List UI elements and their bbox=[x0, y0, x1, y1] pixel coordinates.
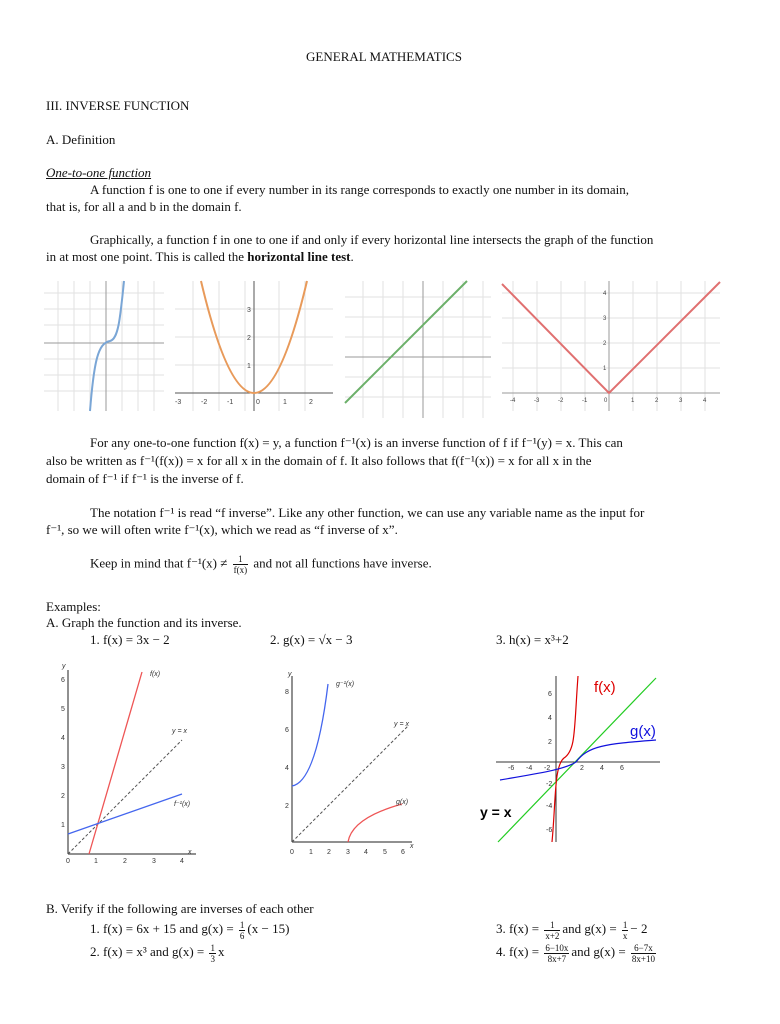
keep-text-post: and not all functions have inverse. bbox=[253, 555, 432, 571]
subsection-heading: A. Definition bbox=[46, 132, 116, 147]
g4-tick-x: 2 bbox=[655, 398, 659, 404]
section-heading: III. INVERSE FUNCTION bbox=[46, 98, 190, 113]
fraction-numerator: 1 bbox=[210, 942, 215, 953]
g1-tick-y: 5 bbox=[61, 706, 65, 713]
g1-tick-y: 4 bbox=[61, 735, 65, 742]
g4-tick-x: 4 bbox=[703, 398, 707, 404]
g1-f-label: f(x) bbox=[150, 671, 161, 678]
verify-1-fraction bbox=[239, 920, 246, 941]
definition-line-2: that is, for all a and b in the domain f. bbox=[46, 199, 242, 214]
fraction-denominator: f(x) bbox=[233, 565, 248, 575]
g3-tick-y: -4 bbox=[546, 803, 553, 810]
g4-tick-y: 3 bbox=[603, 316, 607, 322]
verify-4-fraction-2 bbox=[631, 943, 656, 964]
g3-tick-y: 6 bbox=[548, 691, 552, 698]
g3-tick-x: -4 bbox=[526, 765, 533, 772]
graphical-period: . bbox=[350, 249, 354, 264]
g1-y-label: y bbox=[62, 663, 66, 670]
examples-b-heading: B. Verify if the following are inverses of each other bbox=[46, 901, 314, 916]
g2-tick-x: -2 bbox=[201, 399, 208, 406]
g2-tick-y: 1 bbox=[247, 363, 251, 370]
verify-item-3 bbox=[496, 918, 648, 941]
verify-3-mid: and g(x) = bbox=[562, 921, 620, 936]
notation-line-2: f⁻¹, so we will often write f⁻¹(x), which we read as “f inverse of x”. bbox=[46, 522, 398, 537]
verify-4-fraction-1 bbox=[544, 943, 569, 964]
inverse-line-1: For any one-to-one function f(x) = y, a function f⁻¹(x) is an inverse function of f if f⁻¹(y) = x. This can bbox=[90, 435, 623, 450]
verify-2-text: 2. f(x) = x³ and g(x) = bbox=[90, 944, 208, 959]
keep-text: Keep in mind that f⁻¹(x) ≠ bbox=[90, 555, 228, 571]
graph-example-2 bbox=[280, 668, 420, 862]
keep-in-mind-line bbox=[46, 554, 780, 575]
g2-tick-y: 8 bbox=[285, 689, 289, 696]
graph-parabola bbox=[175, 281, 333, 411]
g2-tick-x: 0 bbox=[256, 399, 260, 406]
g4-tick-y: 1 bbox=[603, 366, 607, 372]
g3-g-label: g(x) bbox=[630, 723, 656, 740]
g2-tick-y: 2 bbox=[285, 803, 289, 810]
fraction-numerator: 6−10x bbox=[545, 942, 569, 953]
reciprocal-fraction bbox=[233, 554, 249, 575]
g2-tick-y: 6 bbox=[285, 727, 289, 734]
g2-ginv-label: g⁻¹(x) bbox=[336, 681, 355, 688]
graph-example-1 bbox=[56, 660, 206, 866]
verify-2-fraction bbox=[209, 943, 216, 964]
page-title: GENERAL MATHEMATICS bbox=[306, 49, 462, 64]
graph-example-3 bbox=[480, 670, 664, 848]
example-item-1: 1. f(x) = 3x − 2 bbox=[90, 632, 170, 647]
verify-item-1 bbox=[90, 918, 289, 941]
examples-heading: Examples: bbox=[46, 599, 101, 614]
g2-tick-y: 2 bbox=[247, 335, 251, 342]
g3-tick-y: 2 bbox=[548, 739, 552, 746]
g1-identity-label: y = x bbox=[172, 728, 187, 735]
g1-tick-x: 2 bbox=[123, 858, 127, 865]
verify-4-mid: and g(x) = bbox=[571, 944, 629, 959]
fraction-denominator: x+2 bbox=[545, 930, 560, 941]
g1-tick-y: 3 bbox=[61, 764, 65, 771]
g1-tick-x: 1 bbox=[94, 858, 98, 865]
g3-tick-y: -2 bbox=[546, 781, 553, 788]
verify-item-4 bbox=[496, 941, 658, 964]
examples-a-heading: A. Graph the function and its inverse. bbox=[46, 615, 242, 630]
graph-absolute-value bbox=[502, 281, 720, 411]
definition-line-1: A function f is one to one if every number in its range corresponds to exactly one number in its domain, bbox=[90, 182, 630, 197]
verify-3-post: − 2 bbox=[630, 921, 648, 936]
g3-tick-x: 4 bbox=[600, 765, 604, 772]
g1-tick-y: 1 bbox=[61, 822, 65, 829]
g2-x-label: x bbox=[410, 843, 414, 850]
g2-tick-x: 3 bbox=[346, 849, 350, 856]
g3-f-label: f(x) bbox=[594, 679, 616, 696]
g2-tick-x: -3 bbox=[175, 399, 182, 406]
fraction-numerator: 1 bbox=[544, 920, 560, 931]
g3-tick-x: 6 bbox=[620, 765, 624, 772]
graph-cubic bbox=[44, 281, 164, 411]
g2-tick-x: 5 bbox=[383, 849, 387, 856]
verify-4-text: 4. f(x) = bbox=[496, 944, 543, 959]
verify-1-text: 1. f(x) = 6x + 15 and g(x) = bbox=[90, 921, 237, 936]
graph-line bbox=[345, 281, 491, 418]
inverse-line-3: domain of f⁻¹ if f⁻¹ is the inverse of f. bbox=[46, 471, 244, 486]
g2-tick-y: 4 bbox=[285, 765, 289, 772]
g1-finv-label: f⁻¹(x) bbox=[174, 801, 191, 808]
g4-tick-x: -1 bbox=[582, 398, 588, 404]
fraction-numerator: 6−7x bbox=[631, 943, 656, 954]
graphical-text: in at most one point. This is called the bbox=[46, 249, 248, 264]
g2-tick-x: -1 bbox=[227, 399, 234, 406]
g2-tick-x: 6 bbox=[401, 849, 405, 856]
g2-identity-label: y = x bbox=[394, 721, 409, 728]
verify-1-post: (x − 15) bbox=[247, 921, 290, 936]
graphical-line-1: Graphically, a function f in one to one if and only if every horizontal line intersects the graph of the function bbox=[90, 232, 654, 247]
horizontal-line-test-term: horizontal line test bbox=[247, 249, 351, 264]
fraction-numerator: 1 bbox=[239, 919, 245, 930]
fraction-denominator: 8x+10 bbox=[631, 953, 655, 964]
fraction-denominator: x bbox=[622, 930, 628, 941]
g4-tick-x: 1 bbox=[631, 398, 635, 404]
g2-y-label: y bbox=[288, 671, 292, 678]
fraction-denominator: 6 bbox=[239, 930, 245, 941]
g1-x-label: x bbox=[188, 849, 192, 856]
g2-tick-x: 4 bbox=[364, 849, 368, 856]
g4-tick-x: 3 bbox=[679, 398, 683, 404]
verify-2-post: x bbox=[217, 944, 225, 959]
g3-tick-x: 2 bbox=[580, 765, 584, 772]
example-item-3: 3. h(x) = x³+2 bbox=[496, 632, 569, 647]
fraction-numerator: 1 bbox=[622, 919, 628, 930]
g4-tick-x: -4 bbox=[510, 398, 516, 404]
g2-tick-x: 2 bbox=[327, 849, 331, 856]
fraction-denominator: 8x+7 bbox=[547, 953, 567, 964]
g4-tick-x: -2 bbox=[558, 398, 564, 404]
g2-tick-x: 0 bbox=[290, 849, 294, 856]
g2-tick-x: 2 bbox=[309, 399, 313, 406]
g1-tick-y: 6 bbox=[61, 677, 65, 684]
g1-tick-x: 3 bbox=[152, 858, 156, 865]
inverse-line-2: also be written as f⁻¹(f(x)) = x for all x in the domain of f. It also follows that f(f⁻¹(x)) = x for all x in the bbox=[46, 453, 592, 468]
g4-tick-y: 2 bbox=[603, 341, 607, 347]
g3-tick-x: -2 bbox=[544, 765, 551, 772]
graphical-line-2 bbox=[46, 248, 736, 265]
g1-tick-x: 4 bbox=[180, 858, 184, 865]
verify-item-2 bbox=[90, 941, 224, 964]
verify-3-text: 3. f(x) = bbox=[496, 921, 543, 936]
term-heading: One-to-one function bbox=[46, 165, 152, 180]
g3-tick-y: -6 bbox=[546, 827, 553, 834]
g4-tick-y: 4 bbox=[603, 291, 607, 297]
g4-tick-x: 0 bbox=[604, 398, 608, 404]
g1-tick-x: 0 bbox=[66, 858, 70, 865]
notation-line-1: The notation f⁻¹ is read “f inverse”. Like any other function, we can use any variable name as the input for bbox=[90, 505, 645, 520]
g2-tick-x: 1 bbox=[309, 849, 313, 856]
g2-g-label: g(x) bbox=[396, 799, 409, 806]
g1-tick-y: 2 bbox=[61, 793, 65, 800]
verify-3-fraction-1 bbox=[544, 920, 560, 941]
g3-tick-x: -6 bbox=[508, 765, 515, 772]
example-item-2: 2. g(x) = √x − 3 bbox=[270, 632, 353, 647]
fraction-denominator: 3 bbox=[210, 953, 215, 964]
g3-identity-label: y = x bbox=[480, 804, 512, 820]
verify-3-fraction-2 bbox=[622, 920, 629, 941]
g3-tick-y: 4 bbox=[548, 715, 552, 722]
g4-tick-x: -3 bbox=[534, 398, 540, 404]
fraction-numerator: 1 bbox=[233, 554, 249, 565]
g2-tick-x: 1 bbox=[283, 399, 287, 406]
g2-tick-y: 3 bbox=[247, 307, 251, 314]
